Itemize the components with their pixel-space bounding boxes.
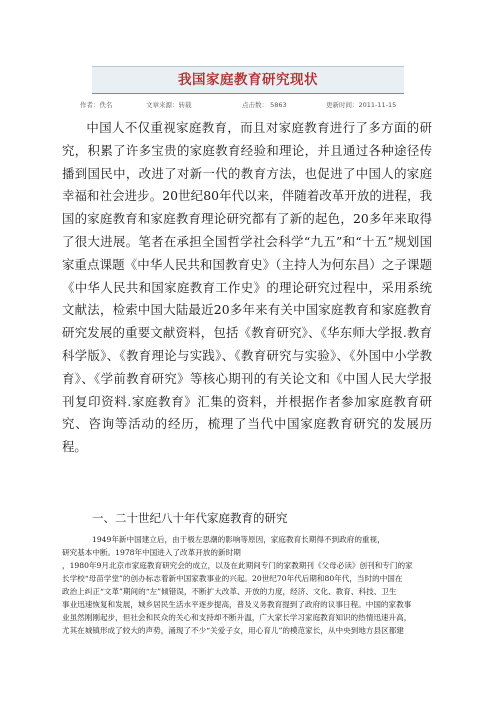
meta-updated: 更新时间：2011-11-15: [326, 101, 397, 109]
section-line: 研究基本中断。1978年中国进入了改革开放的新时期: [62, 548, 241, 557]
meta-author: 作者：佚名: [80, 101, 113, 109]
title-banner: [92, 66, 404, 94]
section-line: ，1980年9月北京市家庭教育研究会的成立，以及在此期间专门的家教期刊《父母必读》创刊和专门的家: [62, 561, 413, 570]
intro-paragraph-text: 中国人不仅重视家庭教育，而且对家庭教育进行了多方面的研究，积累了许多宝贵的家庭教育经验和理论，并且通过各种途径传播到国民中，改进了对新一代的教育方法，也促进了中国人的家庭幸福和社会进步。20世纪80年代以来，伴随着改革开放的进程，我国的家庭教育和家庭教育理论研究都有了新的起色，20多年来取得了很大进展。笔者在承担全国哲学社会科学“九五”和“十五”规划国家重点课题《中华人民共和国教育史》（主持人为何东昌）之子课题《中华人民共和国家庭教育工作史》的理论研究过程中，采用系统文献法，检索中国大陆最近20多年来有关中国家庭教育和家庭教育研究发展的重要文献资料，包括《教育研究》、《华东师大学报.教育科学版》、《教育理论与实践》、《教育研究与实验》、《外国中小学教育》、《学前教育研究》等核心期刊的有关论文和《中国人民大学报刊复印资料.家庭教育》汇集的资料，并根据作者参加家庭教育研究、咨询等活动的经历，梳理了当代中国家庭教育研究的发展历程。: [62, 120, 432, 455]
section-line: 事业迅速恢复和发展，城乡居民生活水平逐步提高，普及义务教育提到了政府的议事日程。中国的家教事: [62, 600, 412, 609]
section-line: 长学校“母苗学堂”的创办标志着新中国家教事业的兴起。20世纪70年代后期和80年代，当时的中国在: [62, 574, 403, 583]
section-line: 政治上纠正“文革”期间的“左”倾错误，不断扩大改革、开放的力度，经济、文化、教育、科技、卫生: [62, 587, 397, 596]
intro-paragraph: [62, 117, 432, 459]
section-line: 1949年新中国建立后，由于极左思潮的影响等原因，家庭教育长期得不到政府的重视，: [92, 535, 385, 544]
meta-hits: 点击数： 5863: [242, 101, 287, 109]
article-meta: [74, 100, 424, 110]
section-heading: 一、二十世纪八十年代家庭教育的研究: [92, 511, 288, 525]
meta-source: 文章来源：转载: [146, 101, 192, 109]
section-line: 尤其在城镇形成了较大的声势，涌现了不少“关爱子女，用心育儿”的模范家长，从中央到地方县区都建: [62, 626, 404, 635]
page-title: 我国家庭教育研究现状: [178, 72, 318, 88]
section-line: 业虽然刚刚起步，但社会和民众的关心和支持却不断升温，广大家长学习家庭教育知识的热情迅速升高，: [62, 613, 412, 622]
